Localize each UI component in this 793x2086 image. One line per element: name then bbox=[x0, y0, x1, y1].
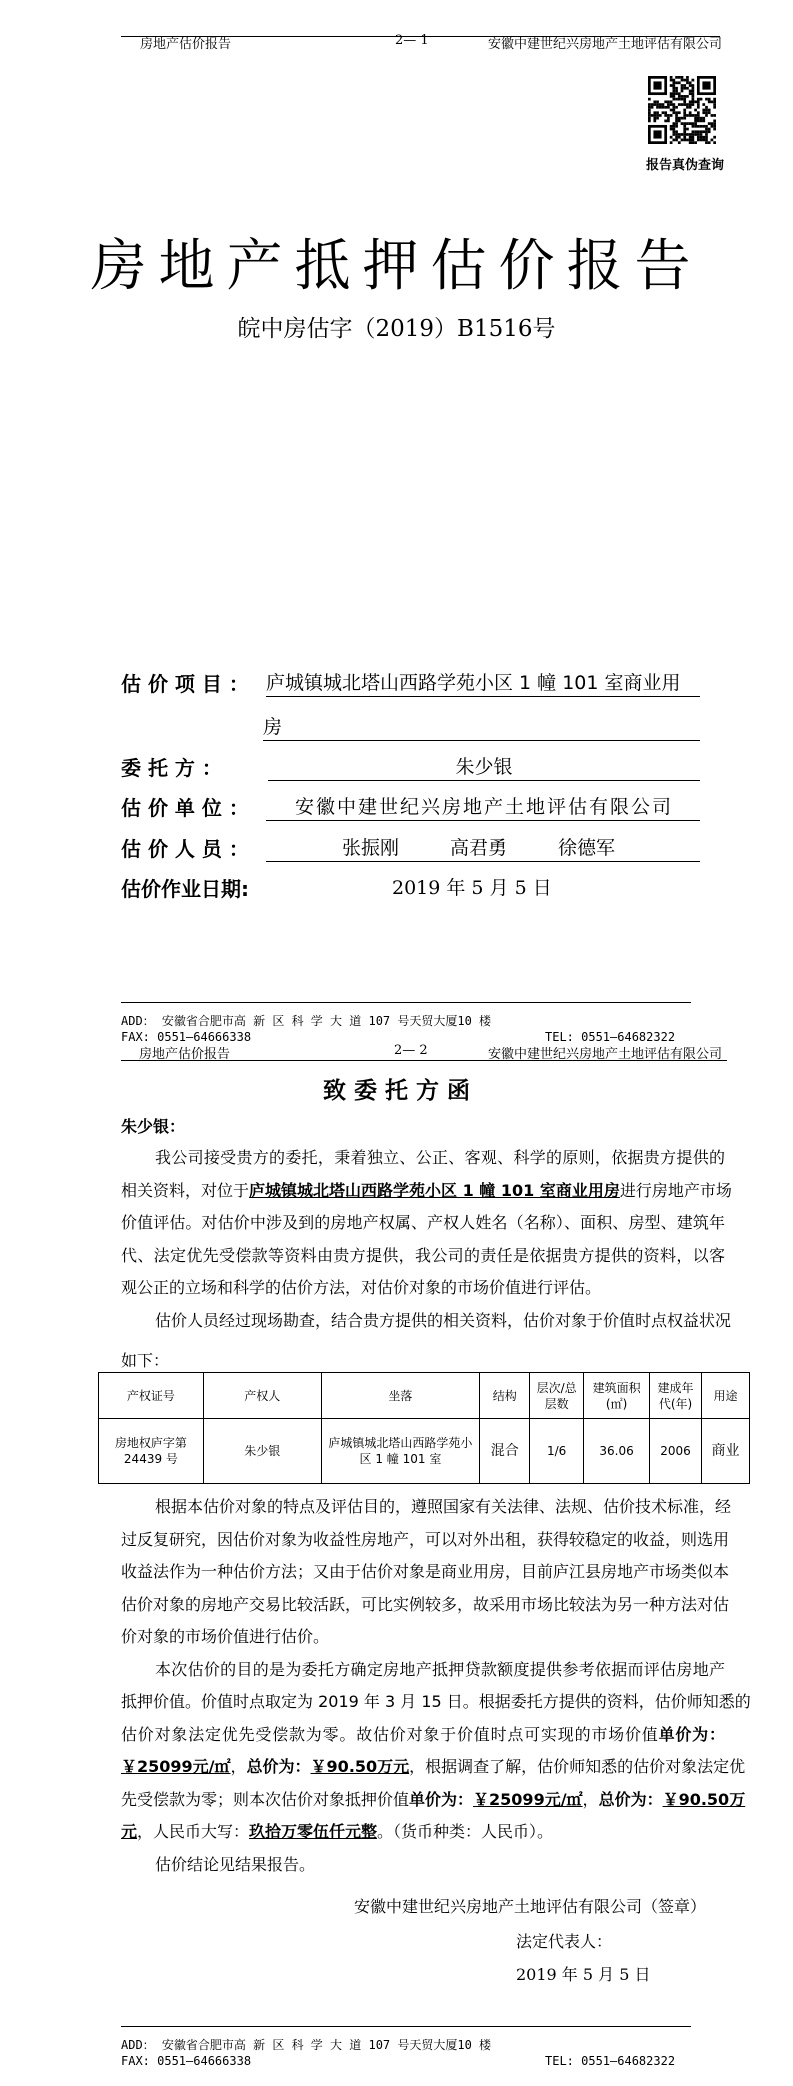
text: ，根据调查了解，估价师知悉的估价对象法定优 bbox=[409, 1757, 746, 1776]
project-label: 估 价 项 目 ： bbox=[121, 672, 249, 696]
unit-value: 安徽中建世纪兴房地产土地评估有限公司 bbox=[294, 796, 673, 818]
footer-fax: FAX: 0551—64666338 bbox=[121, 1030, 252, 1044]
text: 相关资料，对位于 bbox=[121, 1180, 250, 1200]
column-header: 用途 bbox=[702, 1373, 750, 1419]
text: 先受偿款为零；则本次估价对象抵押价值 bbox=[121, 1789, 410, 1809]
bold-text: 总价为： bbox=[598, 1789, 663, 1809]
paragraph-line bbox=[121, 1594, 730, 1616]
footer-fax: FAX: 0551—64666338 bbox=[121, 2054, 252, 2068]
legal-representative: 法定代表人： bbox=[516, 1932, 613, 1951]
paragraph-line bbox=[121, 1756, 746, 1778]
appraiser-name: 张振刚 bbox=[342, 837, 400, 859]
bold-text: 总价为： bbox=[246, 1757, 311, 1776]
paragraph-line bbox=[121, 1180, 732, 1202]
client-underline bbox=[268, 780, 700, 781]
highlighted-value: 元 bbox=[121, 1822, 138, 1841]
paragraph-line bbox=[121, 1529, 730, 1551]
signature-company: 安徽中建世纪兴房地产土地评估有限公司（签章） bbox=[354, 1897, 707, 1916]
table-cell: 庐城镇城北塔山西路学苑小区 1 幢 101 室 bbox=[321, 1419, 480, 1484]
bold-text: 单价为： bbox=[409, 1789, 474, 1809]
table-cell: 商业 bbox=[702, 1419, 750, 1484]
text: 价值评估。对估价中涉及到的房地产权属、产权人姓名（名称）、面积、房型、建筑年 bbox=[121, 1213, 725, 1232]
project-value-cont: 房 bbox=[263, 716, 283, 738]
qr-code-icon[interactable] bbox=[648, 76, 716, 144]
text: ， bbox=[582, 1789, 599, 1809]
header-page-number: 2— 2 bbox=[394, 1043, 428, 1058]
header-company: 安徽中建世纪兴房地产土地评估有限公司 bbox=[488, 37, 723, 52]
footer-tel: TEL: 0551—64682322 bbox=[545, 1030, 676, 1044]
footer-address: ADD： 安徽省合肥市高 新 区 科 学 大 道 107 号天贸大厦10 楼 bbox=[121, 1014, 492, 1028]
text: 价对象的市场价值进行估价。 bbox=[121, 1627, 330, 1646]
paragraph-line bbox=[155, 1310, 732, 1332]
paragraph-line bbox=[121, 1277, 725, 1299]
property-rights-table bbox=[98, 1372, 750, 1484]
footer-tel: TEL: 0551—64682322 bbox=[545, 2054, 676, 2068]
column-header: 产权人 bbox=[203, 1373, 321, 1419]
table-cell: 朱少银 bbox=[203, 1419, 321, 1484]
unit-label: 估 价 单 位 ： bbox=[121, 796, 249, 820]
unit-underline bbox=[266, 820, 700, 821]
client-value: 朱少银 bbox=[455, 756, 513, 778]
highlighted-value: 庐城镇城北塔山西路学苑小区 1 幢 101 室商业用房 bbox=[249, 1180, 620, 1200]
text: 观公正的立场和科学的估价方法，对估价对象的市场价值进行评估。 bbox=[121, 1278, 602, 1297]
text: ， bbox=[230, 1757, 247, 1776]
table-cell: 混合 bbox=[480, 1419, 530, 1484]
highlighted-value: ￥25099元/㎡ bbox=[473, 1789, 583, 1809]
text: 根据本估价对象的特点及评估目的，遵照国家有关法律、法规、估价技术标准，经 bbox=[155, 1497, 732, 1516]
text: 估价对象法定优先受偿款为零。故估价对象于价值时点可实现的市场价值 bbox=[121, 1724, 659, 1744]
paragraph-line bbox=[121, 1350, 725, 1372]
header-page-number: 2— 1 bbox=[395, 33, 429, 48]
header-divider bbox=[121, 1060, 727, 1061]
project-underline-2 bbox=[263, 740, 700, 741]
text: 估价对象的房地产交易比较活跃，可比实例较多，故采用市场比较法为另一种方法对估 bbox=[121, 1594, 730, 1614]
appraiser-name: 高君勇 bbox=[450, 837, 508, 859]
header-doc-type: 房地产估价报告 bbox=[140, 37, 232, 52]
client-label: 委 托 方 ： bbox=[121, 756, 222, 780]
text: 估价结论见结果报告。 bbox=[155, 1854, 316, 1874]
text: 估价人员经过现场勘查，结合贵方提供的相关资料，估价对象于价值时点权益状况 bbox=[155, 1310, 732, 1330]
text: ，人民币大写： bbox=[137, 1822, 250, 1841]
paragraph-line bbox=[155, 1147, 725, 1169]
footer-divider bbox=[121, 1002, 691, 1003]
text: 本次估价的目的是为委托方确定房地产抵押贷款额度提供参考依据而评估房地产 bbox=[155, 1659, 725, 1679]
text: 如下： bbox=[121, 1351, 170, 1370]
qr-caption: 报告真伪查询 bbox=[646, 158, 725, 173]
header-company: 安徽中建世纪兴房地产土地评估有限公司 bbox=[488, 1047, 723, 1062]
text: 收益法作为一种估价方法；又由于估价对象是商业用房，目前庐江县房地产市场类似本 bbox=[121, 1562, 730, 1581]
project-underline bbox=[266, 696, 700, 697]
bold-text: 单价为： bbox=[658, 1724, 725, 1744]
text: 进行房地产市场 bbox=[619, 1180, 732, 1200]
highlighted-value: ￥90.50万元 bbox=[310, 1757, 410, 1776]
paragraph-line bbox=[155, 1496, 732, 1518]
table-cell: 1/6 bbox=[530, 1419, 584, 1484]
header-divider bbox=[121, 36, 720, 37]
table-cell: 房地权庐字第 24439 号 bbox=[99, 1419, 204, 1484]
text: 过反复研究，因估价对象为收益性房地产，可以对外出租，获得较稳定的收益，则选用 bbox=[121, 1529, 730, 1549]
page-title: 房地产抵押估价报告 bbox=[90, 234, 703, 299]
text: 我公司接受贵方的委托，秉着独立、公正、客观、科学的原则，依据贵方提供的 bbox=[155, 1148, 725, 1167]
letter-title: 致 委 托 方 函 bbox=[322, 1077, 471, 1104]
appraiser-name: 徐德军 bbox=[558, 837, 616, 859]
date-label: 估价作业日期: bbox=[121, 877, 249, 901]
paragraph-line bbox=[121, 1724, 725, 1746]
paragraph-line bbox=[121, 1626, 725, 1648]
report-number: 皖中房估字（2019）B1516号 bbox=[237, 316, 556, 342]
highlighted-value: 玖拾万零伍仟元整 bbox=[249, 1822, 378, 1841]
paragraph-line bbox=[121, 1789, 746, 1811]
text: 代、法定优先受偿款等资料由贵方提供，我公司的责任是依据贵方提供的资料，以客 bbox=[121, 1245, 725, 1265]
signature-date: 2019 年 5 月 5 日 bbox=[516, 1965, 651, 1984]
column-header: 产权证号 bbox=[99, 1373, 204, 1419]
table-header-row bbox=[99, 1373, 750, 1419]
column-header: 建成年代(年) bbox=[650, 1373, 702, 1419]
column-header: 坐落 bbox=[321, 1373, 480, 1419]
highlighted-value: ￥25099元/㎡ bbox=[121, 1757, 231, 1776]
staff-underline bbox=[266, 861, 700, 862]
paragraph-line bbox=[155, 1854, 725, 1876]
footer-divider bbox=[121, 2026, 691, 2027]
table-row bbox=[99, 1419, 750, 1484]
header-doc-type: 房地产估价报告 bbox=[139, 1047, 231, 1062]
text: 抵押价值。价值时点取定为 2019 年 3 月 15 日。根据委托方提供的资料，估价师知悉的 bbox=[121, 1692, 751, 1711]
paragraph-line bbox=[121, 1821, 725, 1843]
column-header: 层次/总层数 bbox=[530, 1373, 584, 1419]
date-value: 2019 年 5 月 5 日 bbox=[392, 877, 552, 899]
table-cell: 2006 bbox=[650, 1419, 702, 1484]
salutation: 朱少银： bbox=[121, 1117, 186, 1136]
column-header: 建筑面积(㎡) bbox=[584, 1373, 650, 1419]
footer-address: ADD： 安徽省合肥市高 新 区 科 学 大 道 107 号天贸大厦10 楼 bbox=[121, 2038, 492, 2052]
paragraph-line bbox=[121, 1691, 751, 1713]
paragraph-line bbox=[121, 1212, 725, 1234]
highlighted-value: ￥90.50万 bbox=[662, 1789, 746, 1809]
project-value: 庐城镇城北塔山西路学苑小区 1 幢 101 室商业用 bbox=[266, 672, 681, 694]
staff-label: 估 价 人 员 ： bbox=[121, 837, 249, 861]
text: 。（货币种类：人民币）。 bbox=[377, 1822, 554, 1841]
column-header: 结构 bbox=[480, 1373, 530, 1419]
paragraph-line bbox=[121, 1245, 725, 1267]
paragraph-line bbox=[121, 1561, 730, 1583]
paragraph-line bbox=[155, 1659, 725, 1681]
table-cell: 36.06 bbox=[584, 1419, 650, 1484]
